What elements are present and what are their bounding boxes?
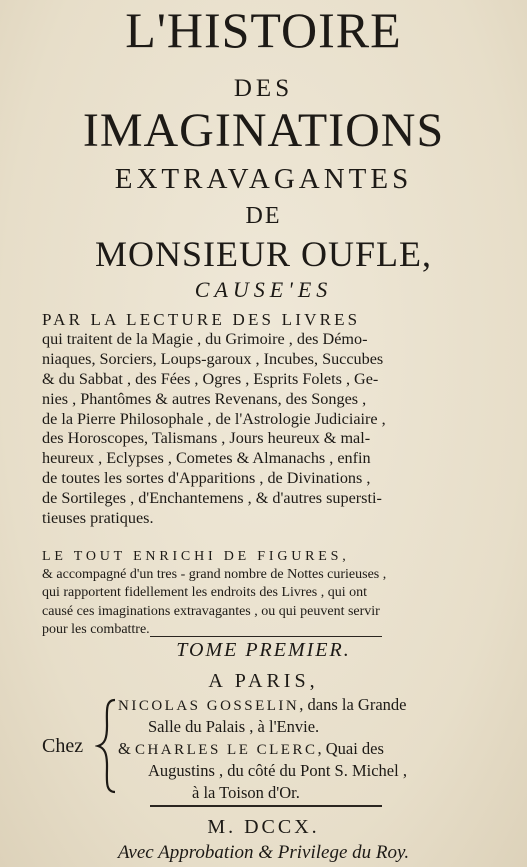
figures-note-line: & accompagné d'un tres - grand nombre de Nottes curieuses , bbox=[42, 567, 387, 583]
title-line-histoire: L'HISTOIRE bbox=[125, 2, 402, 58]
title-line-extravagantes: EXTRAVAGANTES bbox=[114, 163, 413, 195]
description-line: de la Pierre Philosophale , de l'Astrologie Judiciaire , bbox=[42, 409, 386, 428]
title-line-causees: CAUSE'ES bbox=[194, 277, 333, 302]
description-line: de toutes les sortes d'Apparitions , de Divinations , bbox=[42, 469, 371, 488]
description-line: de Sortileges , d'Enchantemens , & d'autres supersti- bbox=[42, 489, 382, 508]
title-line-des: DES bbox=[233, 75, 294, 102]
description-line: des Horoscopes, Talismans , Jours heureux & mal- bbox=[42, 429, 371, 448]
figures-note-paragraph bbox=[42, 548, 490, 639]
publisher-2-name: CHARLES LE CLERC bbox=[134, 742, 318, 758]
imprint-publisher-2-line-2: Augustins , du côté du Pont S. Michel , bbox=[148, 761, 407, 780]
description-line: heureux , Eclypses , Cometes & Almanachs , enfin bbox=[42, 449, 371, 468]
imprint-chez: Chez bbox=[42, 735, 84, 757]
publisher-1-address: , dans la Grande bbox=[299, 695, 407, 714]
place-label: A PARIS, bbox=[208, 670, 319, 692]
title-line-de: DE bbox=[245, 203, 282, 229]
imprint-publisher-1 bbox=[118, 694, 498, 717]
figures-note-line: causé ces imaginations extravagantes , ou qui peuvent servir bbox=[42, 603, 380, 619]
approbation-line: Avec Approbation & Privilege du Roy. bbox=[117, 842, 410, 863]
publisher-1-name: NICOLAS GOSSELIN bbox=[118, 698, 300, 714]
figures-note-line: qui rapportent fidellement les endroits des Livres , qui ont bbox=[42, 585, 368, 601]
figures-note-line: pour les combattre. bbox=[42, 621, 150, 637]
publisher-2-address: , Quai des bbox=[317, 739, 384, 758]
description-line: niaques, Sorciers, Loups-garoux , Incubes, Succubes bbox=[42, 349, 384, 368]
imprint-publisher-2 bbox=[118, 738, 498, 761]
title-line-monsieur-oufle: MONSIEUR OUFLE, bbox=[94, 234, 432, 274]
title-line-imaginations: IMAGINATIONS bbox=[82, 104, 445, 157]
description-line: nies , Phantômes & autres Revenans, des Songes , bbox=[42, 389, 367, 408]
imprint-publisher-2-line-3: à la Toison d'Or. bbox=[192, 783, 300, 802]
imprint-publisher-1-line-2: Salle du Palais , à l'Envie. bbox=[148, 717, 320, 736]
figures-note-lead: LE TOUT ENRICHI DE FIGURES, bbox=[42, 549, 350, 564]
publisher-2-prefix: & bbox=[118, 739, 135, 758]
description-line: qui traitent de la Magie , du Grimoire , des Démo- bbox=[42, 329, 368, 348]
publication-year: M. DCCX. bbox=[207, 816, 320, 838]
description-line: & du Sabbat , des Fées , Ogres , Esprits Folets , Ge- bbox=[42, 369, 379, 388]
divider-rule bbox=[150, 636, 382, 637]
divider-rule-bottom bbox=[150, 805, 382, 807]
description-line: tieuses pratiques. bbox=[42, 509, 154, 528]
description-paragraph bbox=[42, 310, 490, 529]
description-lead: PAR LA LECTURE DES LIVRES bbox=[42, 310, 361, 329]
tome-label: TOME PREMIER. bbox=[176, 639, 351, 661]
